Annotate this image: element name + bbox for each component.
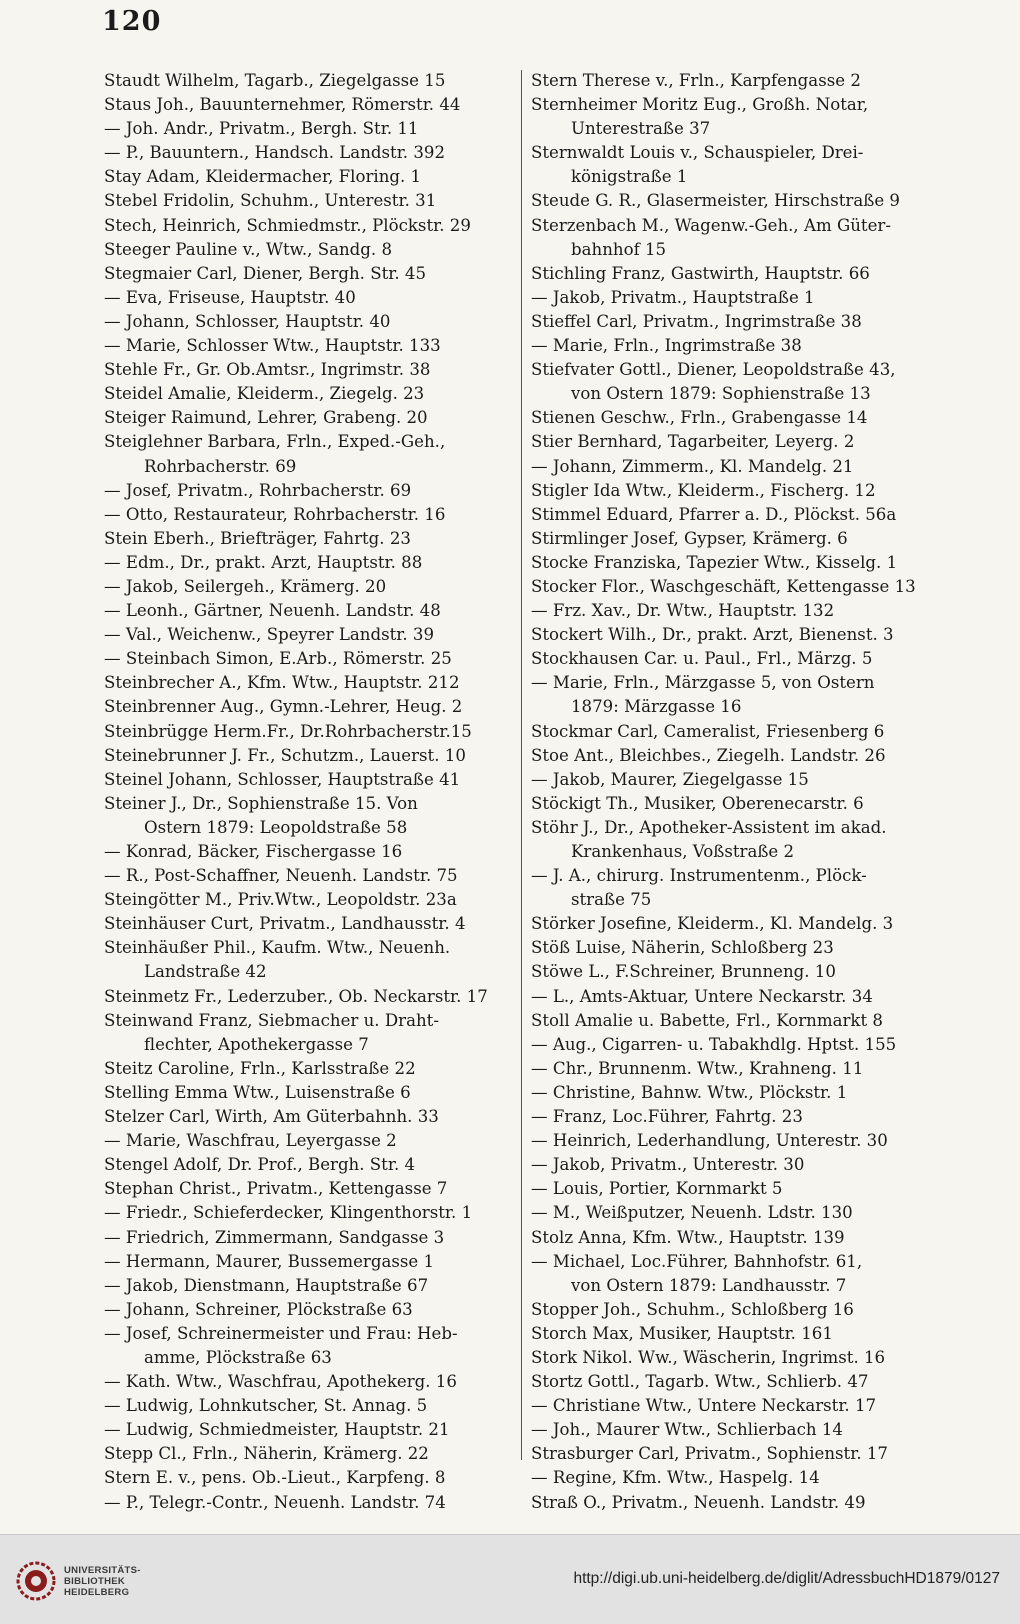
directory-entry-continuation: von Ostern 1879: Landhausstr. 7 xyxy=(571,1275,847,1295)
left-column xyxy=(104,69,509,1515)
directory-entry: Straß O., Privatm., Neuenh. Landstr. 49 xyxy=(531,1492,866,1512)
directory-entry: Steinwand Franz, Siebmacher u. Draht- xyxy=(104,1010,439,1030)
directory-entry: Stortz Gottl., Tagarb. Wtw., Schlierb. 47 xyxy=(531,1372,869,1392)
directory-entry-continuation: Rohrbacherstr. 69 xyxy=(144,456,297,476)
directory-entry: — Heinrich, Lederhandlung, Unterestr. 30 xyxy=(531,1131,888,1151)
directory-entry-continuation: Ostern 1879: Leopoldstraße 58 xyxy=(144,817,408,837)
directory-entry: Stoe Ant., Bleichbes., Ziegelh. Landstr. 26 xyxy=(531,745,886,765)
directory-entry: Stern Therese v., Frln., Karpfengasse 2 xyxy=(531,71,861,90)
directory-entry: Steude G. R., Glasermeister, Hirschstraße 9 xyxy=(531,191,900,211)
directory-entry: Strasburger Carl, Privatm., Sophienstr. 17 xyxy=(531,1444,888,1464)
directory-entry-continuation: bahnhof 15 xyxy=(571,239,667,259)
directory-entry: Sternheimer Moritz Eug., Großh. Notar, xyxy=(531,95,869,115)
directory-entry: — Ludwig, Schmiedmeister, Hauptstr. 21 xyxy=(104,1420,450,1440)
directory-entry: — Chr., Brunnenm. Wtw., Krahneng. 11 xyxy=(531,1058,864,1078)
directory-entry: — Jakob, Seilergeh., Krämerg. 20 xyxy=(104,576,387,596)
directory-entry: Stolz Anna, Kfm. Wtw., Hauptstr. 139 xyxy=(531,1227,845,1247)
directory-entry: — Johann, Schlosser, Hauptstr. 40 xyxy=(104,311,391,331)
directory-entry: Sternwaldt Louis v., Schauspieler, Drei- xyxy=(531,143,864,163)
directory-entry: Stork Nikol. Ww., Wäscherin, Ingrimst. 16 xyxy=(531,1347,886,1367)
directory-entry: Steiner J., Dr., Sophienstraße 15. Von xyxy=(104,793,418,813)
directory-entry: — Marie, Waschfrau, Leyergasse 2 xyxy=(104,1131,397,1151)
directory-entry: Steinebrunner J. Fr., Schutzm., Lauerst. 10 xyxy=(104,745,466,765)
directory-entry: Steinel Johann, Schlosser, Hauptstraße 41 xyxy=(104,769,461,789)
directory-entry: Stockmar Carl, Cameralist, Friesenberg 6 xyxy=(531,721,885,741)
directory-entry: — Josef, Schreinermeister und Frau: Heb- xyxy=(104,1323,458,1343)
directory-entry: — Frz. Xav., Dr. Wtw., Hauptstr. 132 xyxy=(531,601,835,621)
directory-entry: — Eva, Friseuse, Hauptstr. 40 xyxy=(104,287,356,307)
directory-entry: Stay Adam, Kleidermacher, Floring. 1 xyxy=(104,167,422,187)
directory-entry: — Johann, Zimmerm., Kl. Mandelg. 21 xyxy=(531,456,854,476)
directory-entry: Steinbrecher A., Kfm. Wtw., Hauptstr. 212 xyxy=(104,673,460,693)
directory-entry: Stöwe L., F.Schreiner, Brunneng. 10 xyxy=(531,962,836,982)
directory-entry: Stocke Franziska, Tapezier Wtw., Kisselg. 1 xyxy=(531,552,898,572)
directory-entry: — Michael, Loc.Führer, Bahnhofstr. 61, xyxy=(531,1251,863,1271)
directory-entry: Stöhr J., Dr., Apotheker-Assistent im akad. xyxy=(531,817,887,837)
directory-entry: — Edm., Dr., prakt. Arzt, Hauptstr. 88 xyxy=(104,552,423,572)
logo-line-1: UNIVERSITÄTS- xyxy=(64,1564,141,1576)
directory-entry: — Christiane Wtw., Untere Neckarstr. 17 xyxy=(531,1396,877,1416)
directory-entry-continuation: Landstraße 42 xyxy=(144,962,267,982)
directory-entry: Stengel Adolf, Dr. Prof., Bergh. Str. 4 xyxy=(104,1155,416,1175)
directory-entry: Steiger Raimund, Lehrer, Grabeng. 20 xyxy=(104,408,428,428)
library-logo-text xyxy=(64,1565,141,1598)
column-divider xyxy=(521,70,522,1460)
directory-entry-continuation: flechter, Apothekergasse 7 xyxy=(144,1034,369,1054)
directory-entry-continuation: königstraße 1 xyxy=(571,167,688,187)
directory-entry: — Jakob, Privatm., Hauptstraße 1 xyxy=(531,287,815,307)
source-url[interactable]: http://digi.ub.uni-heidelberg.de/diglit/AdressbuchHD1879/0127 xyxy=(573,1570,1000,1587)
directory-entry: Stern E. v., pens. Ob.-Lieut., Karpfeng. 8 xyxy=(104,1468,446,1488)
directory-entry: Steinhäuser Curt, Privatm., Landhausstr. 4 xyxy=(104,914,466,934)
directory-entry: Stephan Christ., Privatm., Kettengasse 7 xyxy=(104,1179,448,1199)
directory-entry: Stöß Luise, Näherin, Schloßberg 23 xyxy=(531,938,834,958)
directory-entry: — Hermann, Maurer, Bussemergasse 1 xyxy=(104,1251,435,1271)
library-logo[interactable] xyxy=(16,1561,141,1601)
footer-bar xyxy=(0,1534,1020,1624)
directory-entry-continuation: 1879: Märzgasse 16 xyxy=(571,697,742,717)
directory-entry: Stichling Franz, Gastwirth, Hauptstr. 66 xyxy=(531,263,870,283)
university-seal-icon xyxy=(16,1561,56,1601)
directory-entry: — Jakob, Privatm., Unterestr. 30 xyxy=(531,1155,805,1175)
directory-entry: Steiglehner Barbara, Frln., Exped.-Geh., xyxy=(104,432,446,452)
directory-entry: — Joh. Andr., Privatm., Bergh. Str. 11 xyxy=(104,119,419,139)
directory-entry: Stockhausen Car. u. Paul., Frl., Märzg. 5 xyxy=(531,649,873,669)
directory-entry: — R., Post-Schaffner, Neuenh. Landstr. 75 xyxy=(104,866,458,886)
directory-entry: Stelling Emma Wtw., Luisenstraße 6 xyxy=(104,1082,411,1102)
directory-entry: Staudt Wilhelm, Tagarb., Ziegelgasse 15 xyxy=(104,71,446,90)
directory-entry: — Kath. Wtw., Waschfrau, Apothekerg. 16 xyxy=(104,1372,457,1392)
page-number: 120 xyxy=(102,6,162,37)
directory-entry: Stech, Heinrich, Schmiedmstr., Plöckstr. 29 xyxy=(104,215,471,235)
directory-entry: — Joh., Maurer Wtw., Schlierbach 14 xyxy=(531,1420,843,1440)
logo-line-2: BIBLIOTHEK xyxy=(64,1575,126,1587)
directory-entry: — Marie, Schlosser Wtw., Hauptstr. 133 xyxy=(104,336,441,356)
directory-entry: Stöckigt Th., Musiker, Oberenecarstr. 6 xyxy=(531,793,864,813)
directory-entry: Stopper Joh., Schuhm., Schloßberg 16 xyxy=(531,1299,854,1319)
directory-entry: Staus Joh., Bauunternehmer, Römerstr. 44 xyxy=(104,95,461,115)
directory-entry: Stimmel Eduard, Pfarrer a. D., Plöckst. 56a xyxy=(531,504,897,524)
directory-entry: Stelzer Carl, Wirth, Am Güterbahnh. 33 xyxy=(104,1107,439,1127)
directory-entry: Steinbrenner Aug., Gymn.-Lehrer, Heug. 2 xyxy=(104,697,463,717)
directory-entry: — Ludwig, Lohnkutscher, St. Annag. 5 xyxy=(104,1396,428,1416)
directory-entry: Steidel Amalie, Kleiderm., Ziegelg. 23 xyxy=(104,384,425,404)
directory-entry: Stirmlinger Josef, Gypser, Krämerg. 6 xyxy=(531,528,848,548)
directory-entry: Stier Bernhard, Tagarbeiter, Leyerg. 2 xyxy=(531,432,855,452)
directory-entry-continuation: Unterestraße 37 xyxy=(571,119,711,139)
directory-entry: — Louis, Portier, Kornmarkt 5 xyxy=(531,1179,783,1199)
directory-entry: — Marie, Frln., Ingrimstraße 38 xyxy=(531,336,802,356)
directory-entry: — Steinbach Simon, E.Arb., Römerstr. 25 xyxy=(104,649,452,669)
directory-entry: — Konrad, Bäcker, Fischergasse 16 xyxy=(104,842,403,861)
directory-entry: Stoll Amalie u. Babette, Frl., Kornmarkt 8 xyxy=(531,1010,883,1030)
directory-entry-continuation: straße 75 xyxy=(571,890,652,910)
directory-entry: Steeger Pauline v., Wtw., Sandg. 8 xyxy=(104,239,393,259)
directory-entry: Storch Max, Musiker, Hauptstr. 161 xyxy=(531,1323,833,1343)
directory-entry: Stehle Fr., Gr. Ob.Amtsr., Ingrimstr. 38 xyxy=(104,360,431,380)
directory-entry: Stegmaier Carl, Diener, Bergh. Str. 45 xyxy=(104,263,427,283)
directory-entry: — L., Amts-Aktuar, Untere Neckarstr. 34 xyxy=(531,986,873,1006)
directory-entry-continuation: Krankenhaus, Voßstraße 2 xyxy=(571,842,795,861)
directory-entry: — Val., Weichenw., Speyrer Landstr. 39 xyxy=(104,625,435,645)
directory-entry: — Friedr., Schieferdecker, Klingenthorstr. 1 xyxy=(104,1203,473,1223)
directory-entry: Steitz Caroline, Frln., Karlsstraße 22 xyxy=(104,1058,416,1078)
directory-entry: — Jakob, Maurer, Ziegelgasse 15 xyxy=(531,769,809,789)
directory-entry: Stieffel Carl, Privatm., Ingrimstraße 38 xyxy=(531,311,862,331)
directory-entry: — P., Bauuntern., Handsch. Landstr. 392 xyxy=(104,143,446,163)
directory-entry: Stein Eberh., Briefträger, Fahrtg. 23 xyxy=(104,528,411,548)
directory-entry-continuation: amme, Plöckstraße 63 xyxy=(144,1347,332,1367)
directory-entry: Steinhäußer Phil., Kaufm. Wtw., Neuenh. xyxy=(104,938,451,958)
directory-entry: Sterzenbach M., Wagenw.-Geh., Am Güter- xyxy=(531,215,891,235)
directory-entry: Stocker Flor., Waschgeschäft, Kettengasse 13 xyxy=(531,576,916,596)
directory-entry: Stienen Geschw., Frln., Grabengasse 14 xyxy=(531,408,868,428)
directory-entry-continuation: von Ostern 1879: Sophienstraße 13 xyxy=(571,384,871,404)
directory-entry: — J. A., chirurg. Instrumentenm., Plöck- xyxy=(531,866,867,886)
directory-entry: Stockert Wilh., Dr., prakt. Arzt, Bienenst. 3 xyxy=(531,625,894,645)
directory-entry: — Johann, Schreiner, Plöckstraße 63 xyxy=(104,1299,413,1319)
directory-entry: — Josef, Privatm., Rohrbacherstr. 69 xyxy=(104,480,412,500)
directory-entry: — Friedrich, Zimmermann, Sandgasse 3 xyxy=(104,1227,445,1247)
directory-entry: Steinbrügge Herm.Fr., Dr.Rohrbacherstr.15 xyxy=(104,721,472,741)
logo-line-3: HEIDELBERG xyxy=(64,1586,130,1598)
directory-entry: Steinmetz Fr., Lederzuber., Ob. Neckarstr. 17 xyxy=(104,986,488,1006)
directory-entry: — Christine, Bahnw. Wtw., Plöckstr. 1 xyxy=(531,1082,848,1102)
directory-entry: Stepp Cl., Frln., Näherin, Krämerg. 22 xyxy=(104,1444,429,1464)
directory-entry: Stebel Fridolin, Schuhm., Unterestr. 31 xyxy=(104,191,437,211)
directory-entry: — Regine, Kfm. Wtw., Haspelg. 14 xyxy=(531,1468,820,1488)
directory-entry: — Marie, Frln., Märzgasse 5, von Ostern xyxy=(531,673,875,693)
directory-entry: Stiefvater Gottl., Diener, Leopoldstraße 43, xyxy=(531,360,896,380)
directory-entry: — Franz, Loc.Führer, Fahrtg. 23 xyxy=(531,1107,803,1127)
directory-entry: Steingötter M., Priv.Wtw., Leopoldstr. 23a xyxy=(104,890,457,910)
directory-entry: — Leonh., Gärtner, Neuenh. Landstr. 48 xyxy=(104,601,441,621)
directory-entry: — Jakob, Dienstmann, Hauptstraße 67 xyxy=(104,1275,429,1295)
right-column xyxy=(531,69,949,1515)
directory-entry: Störker Josefine, Kleiderm., Kl. Mandelg. 3 xyxy=(531,914,894,934)
directory-entry: — Aug., Cigarren- u. Tabakhdlg. Hptst. 155 xyxy=(531,1034,897,1054)
directory-entry: — Otto, Restaurateur, Rohrbacherstr. 16 xyxy=(104,504,446,524)
directory-entry: Stigler Ida Wtw., Kleiderm., Fischerg. 12 xyxy=(531,480,876,500)
directory-entry: — P., Telegr.-Contr., Neuenh. Landstr. 74 xyxy=(104,1492,446,1512)
directory-entry: — M., Weißputzer, Neuenh. Ldstr. 130 xyxy=(531,1203,853,1223)
